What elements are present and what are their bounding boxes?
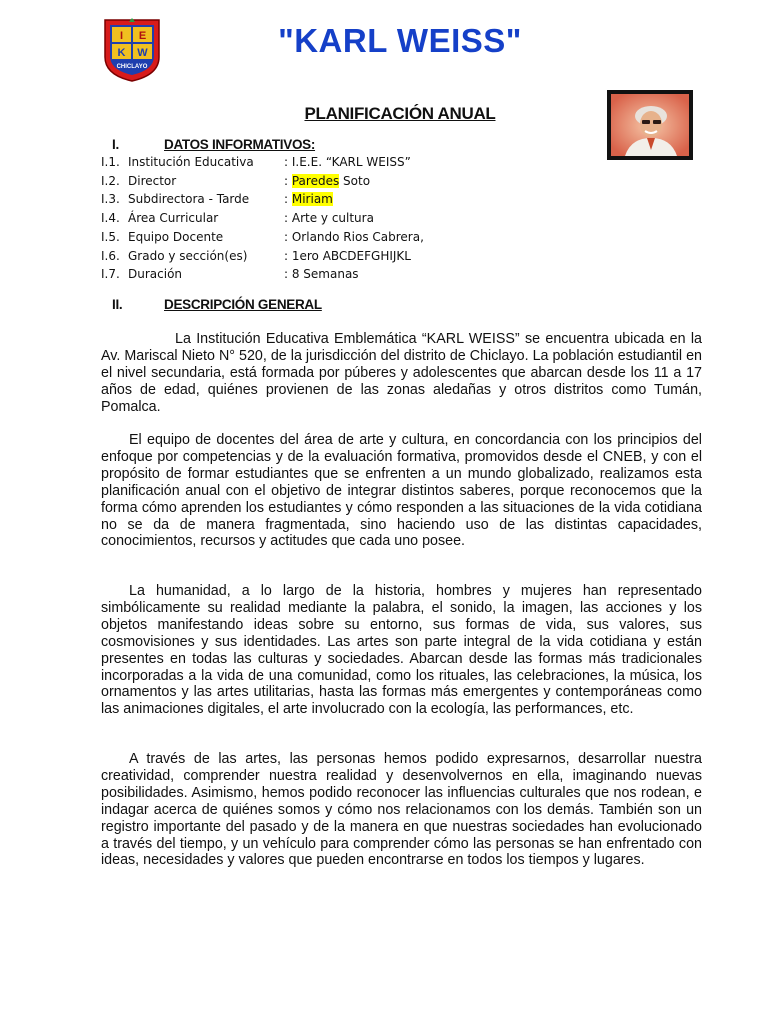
highlighted-text: Miriam [291,192,333,207]
info-number: I.2. [101,173,120,188]
info-value [284,190,661,209]
info-number: I.6. [101,248,120,263]
paragraph-4: A través de las artes, las personas hemos podido expresarnos, desarrollar nuestra creatividad, comprender nuestra realidad y desenvolvernos en ella, imaginando nuevas posibilidades. Asimismo, hemos podido reconocer las influencias culturales que nos rodean, e indagar acerca de quiénes somos y cómo nos relacionamos con los demás. También son un registro importante del pasado y de la manera en que nuestras sociedades han evolucionado a través del tiempo, y un vehículo para comprender cómo las personas se han enfrentado con ideas, necesidades y valores que pueden encontrarse en todos los tiempos y lugares. [101,751,702,869]
info-value-rest: Soto [339,173,371,188]
info-number: I.4. [101,211,120,226]
info-label: Institución Educativa [128,155,254,169]
school-logo [101,17,163,83]
paragraph-3: La humanidad, a lo largo de la historia, hombres y mujeres han representado simbólicamente su realidad mediante la palabra, el sonido, la imagen, las acciones y los objetos manifestando ideas sobre su entorno, sus formas de vida, sus valores, sus cosmovisiones y sus identidades. Las artes son parte integral de la vida cotidiana y están presentes en todas las culturas y sociedades. Abarcan desde las formas más tradicionales incorporadas a la vida de una comunidad, como los rituales, las celebraciones, la música, los ornamentos y las artes utilitarias, hasta las formas más emergentes y contemporáneas como las animaciones digitales, el arte involucrado con la ecología, las performances, etc. [101,583,702,718]
logo-letter-1: I [119,30,124,42]
info-value: : 8 Semanas [284,267,359,282]
info-label: Área Curricular [128,211,219,226]
paragraph-2: El equipo de docentes del área de arte y cultura, en concordancia con los principios del enfoque por competencias y de la evaluación formativa, promovidos desde el CNEB, y con el propósito de formar estudiantes que se enfrenten a un mundo globalizado, realizamos esta planificación anual con el objetivo de integrar distintos saberes, porque reconocemos que la forma cómo aprenden los estudiantes y cómo responden a las situaciones de la vida cotidiana no se da de manera fragmentada, sino haciendo uso de las distintas capacidades, conocimientos, recursos y actitudes que cada uno posee. [101,432,702,550]
info-number: I.1. [101,155,120,169]
highlighted-text: Paredes [291,173,340,188]
info-value: : 1ero ABCDEFGHIJKL [284,248,411,263]
section-label: DESCRIPCIÓN GENERAL [164,297,322,312]
logo-letter-4: W [137,47,148,59]
info-label: Equipo Docente [128,229,224,244]
info-list [101,153,661,284]
section-heading-datos [112,137,315,152]
logo-city: CHICLAYO [116,64,148,70]
info-value: : I.E.E. “KARL WEISS” [284,155,411,169]
info-label: Grado y sección(es) [128,248,248,263]
info-value: : Arte y cultura [284,211,374,226]
info-value [284,172,661,191]
logo-letter-3: K [117,47,126,59]
paragraph-1: La Institución Educativa Emblemática “KARL WEISS” se encuentra ubicada en la Av. Mariscal Nieto N° 520, de la jurisdicción del distrito de Chiclayo. La población estudiantil en el nivel secundaria, está formada por púberes y adolescentes que abarcan desde los 11 a 17 años de edad, quiénes provienen de las zonas aledañas y otros distritos como Tumán, Pomalca. [101,331,702,415]
info-row-duracion [101,265,661,284]
logo-letter-2: E [138,30,147,42]
info-value-prefix: : [284,192,292,207]
info-row-grado [101,247,661,266]
info-row-subdirectora [101,190,661,209]
section-number: I. [112,137,119,152]
document-title: PLANIFICACIÓN ANUAL [304,104,496,123]
school-title: "KARL WEISS" [278,22,522,59]
info-row-institucion [101,153,661,172]
portrait-image [607,90,693,160]
info-number: I.5. [101,229,120,244]
info-number: I.3. [101,192,120,207]
section-number: II. [112,297,123,312]
section-label: DATOS INFORMATIVOS: [164,137,316,152]
info-label: Director [128,173,177,188]
info-value-prefix: : [284,173,292,188]
info-row-director [101,172,661,191]
section-heading-descripcion [112,297,322,312]
info-label: Subdirectora - Tarde [128,192,250,207]
info-label: Duración [128,267,183,282]
info-row-area [101,209,661,228]
info-row-equipo [101,228,661,247]
info-number: I.7. [101,267,120,282]
info-value: : Orlando Rios Cabrera, [284,229,424,244]
